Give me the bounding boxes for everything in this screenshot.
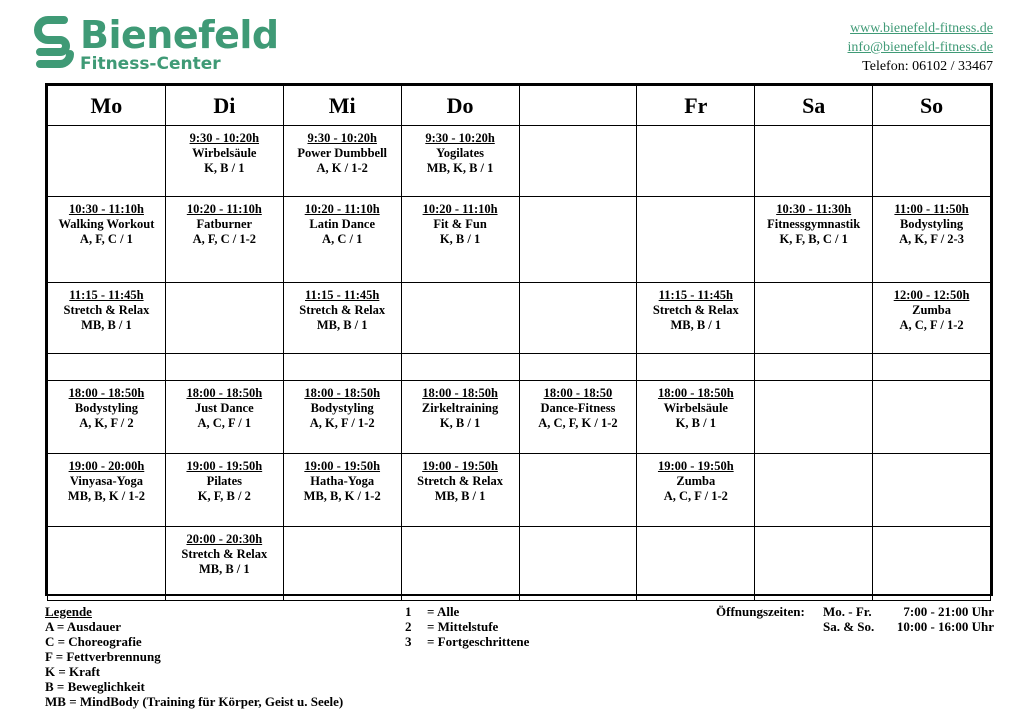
course-code: A, K, F / 2 [79,416,134,430]
legend-title: Legende [45,604,92,619]
course-time: 20:00 - 20:30h [186,532,263,546]
opening-time: 7:00 - 21:00 Uhr [903,604,994,619]
brand-logo [34,13,279,76]
course-slot [637,283,754,333]
course-code: K, B / 1 [439,416,481,430]
course-name: Stretch & Relax [299,303,386,317]
schedule-cell [637,283,755,354]
schedule-cell [165,454,283,527]
level-label: = Mittelstufe [427,619,499,634]
schedule-cell [48,283,166,354]
course-code: K, F, B, C / 1 [779,232,848,246]
course-time: 19:00 - 19:50h [657,459,734,473]
schedule-row [48,381,991,454]
course-code: K, B / 1 [439,232,481,246]
schedule-cell [755,283,873,354]
schedule-cell [755,126,873,197]
opening-time: 10:00 - 16:00 Uhr [896,619,994,634]
legend-item: MB = MindBody (Training für Körper, Geist u. Seele) [45,694,344,709]
schedule-row [48,126,991,197]
course-name: Yogilates [436,146,485,160]
course-code: A, C, F / 1-2 [663,489,728,503]
day-header: Mi [283,86,401,126]
course-slot [284,126,401,176]
schedule-cell [519,381,637,454]
course-name: Bodystyling [899,217,964,231]
course-slot [284,454,401,504]
course-name: Wirbelsäule [192,146,257,160]
level-number: 2 [405,619,412,634]
course-time: 11:15 - 11:45h [69,288,144,302]
schedule-cell [873,527,991,601]
course-slot [166,454,283,504]
course-slot [166,381,283,431]
schedule-cell [755,197,873,283]
schedule-body [48,126,991,601]
schedule-cell [401,354,519,381]
course-slot [48,454,165,504]
schedule-cell [637,197,755,283]
course-slot [284,197,401,247]
course-time: 18:00 - 18:50h [304,386,381,400]
schedule-cell [873,381,991,454]
legend-item: A = Ausdauer [45,619,122,634]
course-slot [755,197,872,247]
course-code: MB, B / 1 [434,489,486,503]
course-time: 9:30 - 10:20h [425,131,495,145]
brand-name: Bienefeld [80,13,279,57]
schedule-cell [283,283,401,354]
schedule-cell [283,126,401,197]
course-code: A, C / 1 [322,232,363,246]
schedule-cell [165,197,283,283]
course-name: Stretch & Relax [181,547,268,561]
email-link[interactable]: info@bienefeld-fitness.de [847,40,993,55]
course-name: Power Dumbbell [297,146,388,160]
level-label: = Fortgeschrittene [427,634,530,649]
course-slot [166,126,283,176]
course-code: MB, K, B / 1 [426,161,494,175]
course-code: A, F, C / 1-2 [192,232,257,246]
course-time: 19:00 - 20:00h [68,459,145,473]
course-code: A, K / 1-2 [316,161,368,175]
course-name: Vinyasa-Yoga [69,474,144,488]
course-schedule [45,83,993,596]
course-code: K, B / 1 [675,416,716,430]
course-time: 18:00 - 18:50h [186,386,263,400]
course-time: 9:30 - 10:20h [189,131,260,145]
course-code: A, F, C / 1 [79,232,133,246]
course-code: A, C, F, K / 1-2 [538,416,618,430]
course-time: 19:00 - 19:50h [304,459,381,473]
course-code: A, C, F / 1-2 [899,318,964,332]
schedule-cell [48,197,166,283]
legend [45,604,343,709]
schedule-cell [283,197,401,283]
legend-item: K = Kraft [45,664,101,679]
course-time: 10:20 - 11:10h [422,202,498,216]
course-name: Just Dance [194,401,254,415]
course-slot [166,197,283,247]
schedule-cell [283,354,401,381]
schedule-cell [283,527,401,601]
schedule-cell [283,381,401,454]
website-link[interactable]: www.bienefeld-fitness.de [850,21,993,36]
course-code: MB, B, K / 1-2 [303,489,381,503]
schedule-cell [637,126,755,197]
course-name: Zumba [676,474,716,488]
course-slot [284,283,401,333]
course-name: Pilates [206,474,243,488]
schedule-cell [165,527,283,601]
course-time: 11:15 - 11:45h [305,288,380,302]
course-name: Walking Workout [58,217,155,231]
schedule-cell [873,197,991,283]
course-slot [520,381,637,431]
course-time: 10:30 - 11:30h [776,202,852,216]
schedule-cell [637,381,755,454]
schedule-cell [637,354,755,381]
course-name: Stretch & Relax [652,303,739,317]
course-code: K, F, B / 2 [197,489,251,503]
schedule-cell [48,527,166,601]
schedule-cell [165,283,283,354]
schedule-cell [48,381,166,454]
day-header [519,86,637,126]
schedule-cell [401,454,519,527]
course-name: Stretch & Relax [417,474,503,488]
schedule-cell [873,126,991,197]
logo-s-icon [34,16,74,72]
schedule-cell [519,454,637,527]
course-slot [166,527,283,577]
schedule-cell [401,283,519,354]
day-header: So [873,86,991,126]
course-time: 11:00 - 11:50h [894,202,969,216]
schedule-cell [283,454,401,527]
day-header: Mo [48,86,166,126]
legend-item: B = Beweglichkeit [45,679,145,694]
course-time: 12:00 - 12:50h [893,288,970,302]
course-name: Fitnessgymnastik [767,217,861,231]
level-number: 3 [405,634,412,649]
schedule-row [48,527,991,601]
course-slot [402,381,519,431]
day-header: Di [165,86,283,126]
schedule-cell [401,197,519,283]
schedule-row [48,197,991,283]
course-slot [402,197,519,247]
course-time: 18:00 - 18:50h [422,386,498,400]
course-slot [873,283,990,333]
course-name: Latin Dance [309,217,375,231]
opening-days: Mo. - Fr. [823,604,872,619]
day-header: Do [401,86,519,126]
contact-info [848,19,993,76]
schedule-cell [519,283,637,354]
day-header: Sa [755,86,873,126]
course-name: Zumba [912,303,952,317]
schedule-row [48,454,991,527]
schedule-cell [48,354,166,381]
course-name: Bodystyling [74,401,139,415]
course-time: 9:30 - 10:20h [307,131,377,145]
schedule-cell [637,527,755,601]
course-slot [873,197,990,247]
course-name: Bodystyling [310,401,374,415]
schedule-row [48,283,991,354]
course-slot [48,197,165,247]
legend-item: C = Choreografie [45,634,142,649]
schedule-cell [637,454,755,527]
schedule-cell [873,454,991,527]
phone-number: Telefon: 06102 / 33467 [862,59,993,74]
course-code: MB, B / 1 [670,318,722,332]
course-code: K, B / 1 [204,161,245,175]
schedule-cell [519,354,637,381]
schedule-cell [873,283,991,354]
course-time: 18:00 - 18:50h [68,386,145,400]
schedule-cell [519,527,637,601]
level-label: = Alle [427,604,460,619]
course-time: 10:20 - 11:10h [186,202,262,216]
schedule-cell [165,381,283,454]
level-item [405,604,529,619]
schedule-cell [755,527,873,601]
course-time: 18:00 - 18:50h [657,386,734,400]
schedule-cell [48,126,166,197]
schedule-row [48,354,991,381]
course-time: 18:00 - 18:50 [543,386,613,400]
course-code: MB, B / 1 [198,562,250,576]
course-time: 10:30 - 11:10h [68,202,144,216]
course-slot [284,381,401,431]
schedule-cell [519,126,637,197]
course-time: 11:15 - 11:45h [658,288,733,302]
schedule-cell [165,354,283,381]
schedule-cell [755,354,873,381]
course-slot [402,454,519,504]
schedule-table [47,85,991,601]
course-name: Fit & Fun [433,217,487,231]
level-legend [405,604,529,649]
course-name: Fatburner [196,217,253,231]
opening-days: Sa. & So. [823,619,875,634]
course-slot [48,283,165,333]
brand-tagline: Fitness-Center [80,54,221,74]
course-name: Dance-Fitness [540,401,616,415]
course-code: A, K, F / 1-2 [309,416,375,430]
course-code: MB, B / 1 [316,318,368,332]
schedule-cell [401,126,519,197]
schedule-cell [401,381,519,454]
course-code: A, C, F / 1 [197,416,252,430]
level-item [405,634,529,649]
opening-hours-label: Öffnungszeiten: [716,604,805,619]
course-code: MB, B, K / 1-2 [67,489,145,503]
course-slot [48,381,165,431]
schedule-cell [519,197,637,283]
course-slot [637,381,754,431]
level-number: 1 [405,604,412,619]
schedule-cell [48,454,166,527]
day-header: Fr [637,86,755,126]
course-name: Stretch & Relax [63,303,150,317]
schedule-cell [873,354,991,381]
course-slot [402,126,519,176]
course-time: 10:20 - 11:10h [304,202,380,216]
course-name: Wirbelsäule [663,401,728,415]
course-time: 19:00 - 19:50h [186,459,263,473]
day-header-row [48,86,991,126]
course-name: Zirkeltraining [421,401,499,415]
schedule-cell [755,454,873,527]
schedule-cell [165,126,283,197]
course-slot [637,454,754,504]
legend-item: F = Fettverbrennung [45,649,161,664]
course-name: Hatha-Yoga [310,474,375,488]
schedule-cell [755,381,873,454]
course-code: MB, B / 1 [81,318,132,332]
level-item [405,619,529,634]
course-time: 19:00 - 19:50h [422,459,498,473]
course-code: A, K, F / 2-3 [899,232,964,246]
schedule-cell [401,527,519,601]
